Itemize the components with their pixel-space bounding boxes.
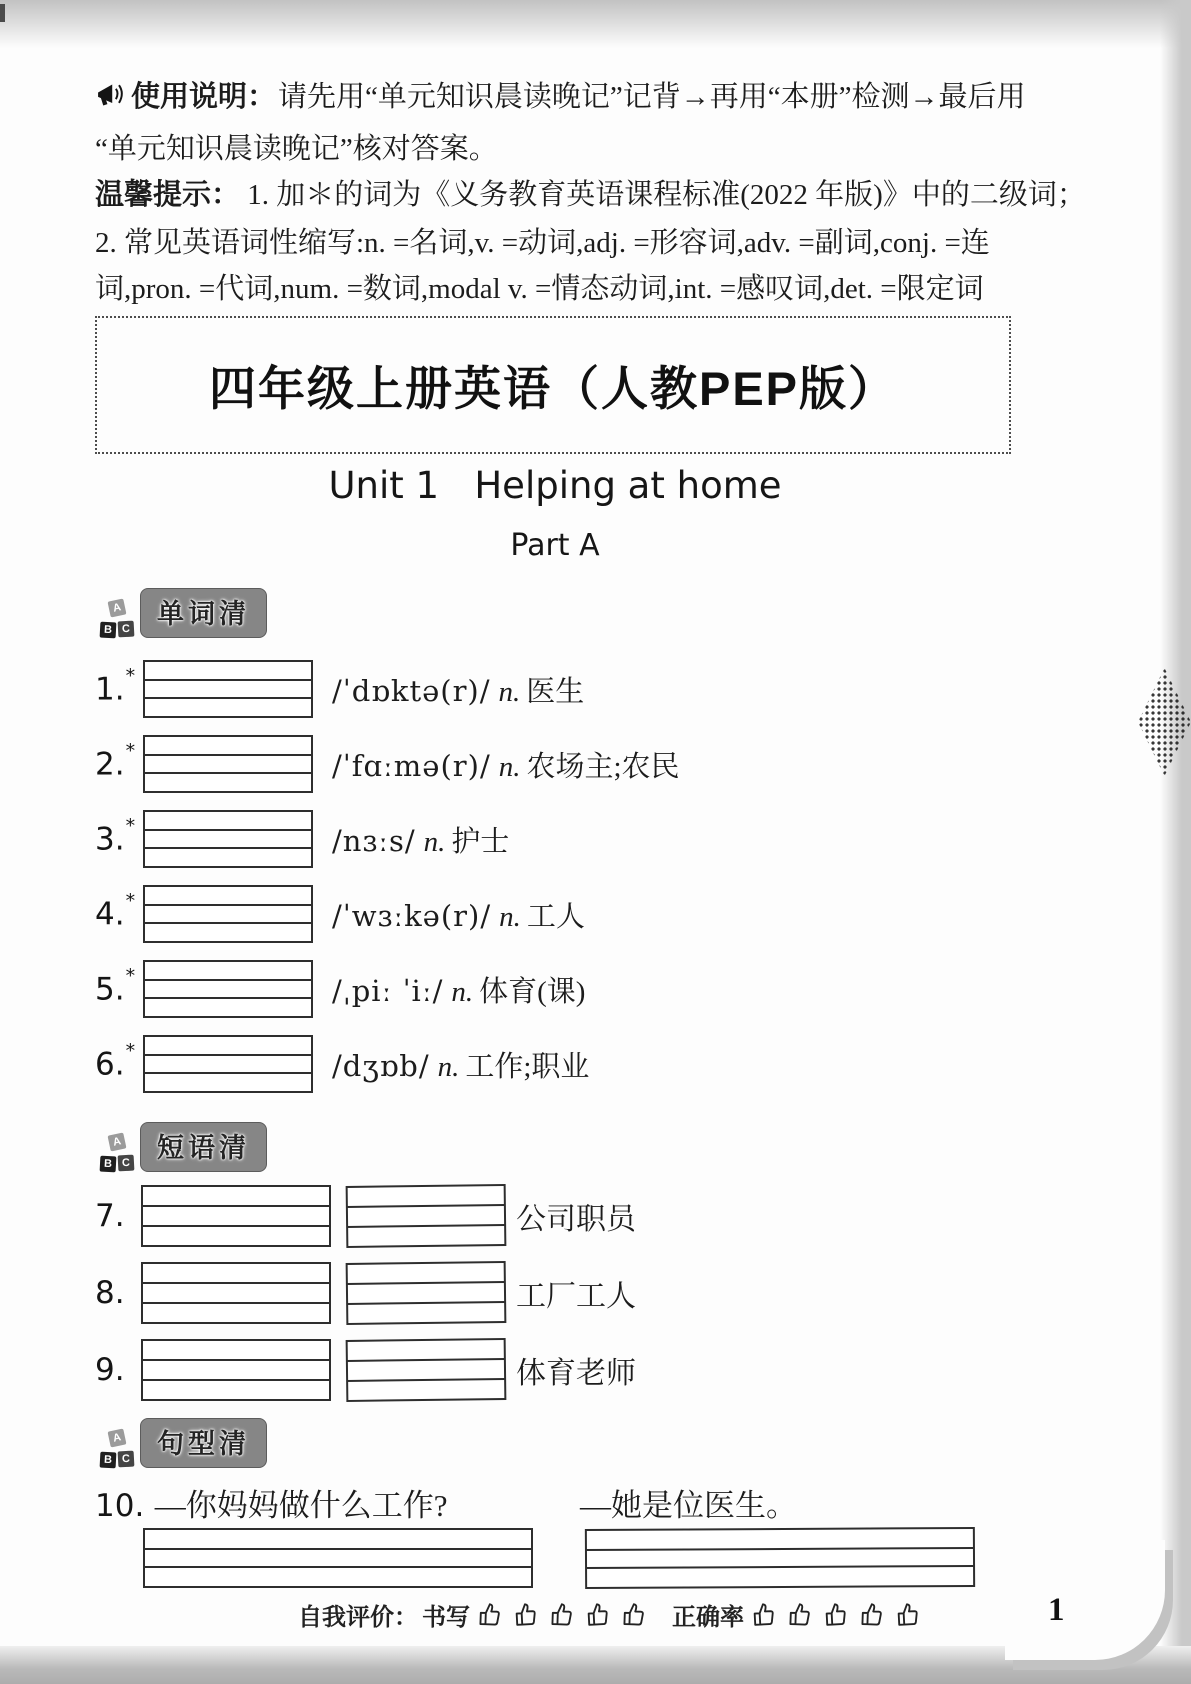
- word-definition: [332, 744, 680, 785]
- usage-instructions-line2: “单元知识晨读晚记”核对答案。: [95, 133, 498, 165]
- accuracy-label: 正确率: [672, 1604, 744, 1631]
- block-a: A: [108, 599, 127, 618]
- word-definition: [332, 894, 585, 935]
- usage-label: 使用说明：: [131, 81, 277, 113]
- phonetic: /ˈdɒktə(r)/: [332, 673, 491, 708]
- phrase-item-7: [95, 1185, 636, 1247]
- phonetic: /ˈwɜːkə(r)/: [332, 898, 492, 933]
- writing-box: [143, 1035, 313, 1093]
- part-of-speech: n.: [451, 975, 474, 1008]
- thumb-up-icon: [856, 1599, 887, 1630]
- unit-title: Unit 1 Helping at home: [328, 464, 782, 507]
- phonetic: /ˈfɑːmə(r)/: [332, 748, 491, 783]
- section-badge-label-sentences: 句型清: [140, 1418, 267, 1468]
- word-definition: [332, 819, 509, 860]
- eval-label: 自我评价：: [298, 1604, 418, 1631]
- item-number: 9.: [95, 1352, 125, 1388]
- item-number: 8.: [95, 1275, 125, 1311]
- phrase-meaning: 公司职员: [516, 1203, 636, 1236]
- writing-box: [141, 1339, 331, 1401]
- block-a: A: [108, 1133, 127, 1152]
- writing-box: [143, 735, 313, 793]
- part-of-speech: n.: [498, 675, 521, 708]
- writing-box: [143, 960, 313, 1018]
- block-c: C: [118, 1451, 135, 1468]
- star-mark: *: [125, 664, 136, 687]
- thumb-up-icon: [748, 1599, 780, 1631]
- section-badge-label-words: 单词清: [140, 588, 267, 638]
- word-definition: [332, 1044, 589, 1085]
- item-number: 5.*: [95, 964, 136, 1008]
- thumb-up-icon: [474, 1599, 505, 1630]
- thumb-up-icon: [784, 1599, 815, 1630]
- section-badge-label-phrases: 短语清: [140, 1122, 267, 1172]
- block-b: B: [100, 622, 117, 639]
- thumb-up-icon: [892, 1599, 924, 1631]
- abc-blocks-icon: [100, 1134, 137, 1172]
- part-label: Part A: [510, 528, 600, 563]
- word-item-4: [95, 885, 585, 943]
- megaphone-icon: [95, 81, 127, 109]
- star-mark: *: [125, 1039, 136, 1062]
- thumb-up-icon: [618, 1599, 649, 1630]
- section-badge-sentences: [100, 1418, 267, 1468]
- part-of-speech: n.: [499, 900, 521, 933]
- star-mark: *: [125, 964, 136, 987]
- word-definition: [332, 669, 584, 710]
- meaning: 工人: [526, 900, 585, 933]
- section-badge-phrases: [100, 1122, 267, 1172]
- item-number: 10.: [95, 1488, 145, 1524]
- thumb-up-icon: [510, 1599, 542, 1631]
- sentence-question: —你妈妈做什么工作?: [154, 1488, 448, 1523]
- writing-box: [143, 810, 313, 868]
- sentence-item-10: [95, 1480, 1035, 1525]
- writing-box: [143, 885, 313, 943]
- star-mark: *: [125, 889, 136, 912]
- block-b: B: [100, 1156, 117, 1173]
- meaning: 工作;职业: [465, 1050, 590, 1083]
- part-of-speech: n.: [498, 750, 521, 783]
- block-c: C: [118, 621, 135, 638]
- page-number: 1: [1048, 1592, 1065, 1628]
- star-mark: *: [125, 739, 136, 762]
- usage-text: 请先用“单元知识晨读晚记”记背→再用“本册”检测→最后用: [278, 81, 1026, 113]
- meaning: 农场主;农民: [526, 750, 680, 783]
- item-number: 7.: [95, 1198, 125, 1234]
- section-badge-words: [100, 588, 267, 638]
- item-number: 2.*: [95, 739, 136, 783]
- usage-instructions-line1: [95, 74, 1035, 115]
- word-item-1: [95, 660, 584, 718]
- phrase-meaning: 体育老师: [516, 1357, 636, 1390]
- writing-box: [141, 1185, 331, 1247]
- writing-box: [346, 1261, 507, 1325]
- meaning: 体育(课): [479, 975, 586, 1008]
- writing-box: [141, 1262, 331, 1324]
- writing-box: [143, 1528, 533, 1588]
- writing-box: [143, 660, 313, 718]
- sentence-answer: —她是位医生。: [580, 1488, 797, 1523]
- item-number: 1.*: [95, 664, 136, 708]
- abc-blocks-icon: [100, 1430, 137, 1468]
- meaning: 护士: [451, 825, 510, 858]
- block-c: C: [118, 1155, 135, 1172]
- word-item-6: [95, 1035, 589, 1093]
- item-number: 4.*: [95, 889, 136, 933]
- tips-label: 温馨提示：: [95, 179, 241, 211]
- writing-box: [346, 1184, 507, 1248]
- thumb-up-icon: [546, 1599, 577, 1630]
- thumb-up-icon: [582, 1599, 614, 1631]
- block-b: B: [100, 1452, 117, 1469]
- phonetic: /nɜːs/: [332, 823, 416, 858]
- phonetic: /ˌpiː ˈiː/: [332, 973, 444, 1008]
- tips-line2: 2. 常见英语词性缩写:n. =名词,v. =动词,adj. =形容词,adv. =副词,conj. =连: [95, 227, 990, 259]
- tips-line3: 词,pron. =代词,num. =数词,modal v. =情态动词,int. =感叹词,det. =限定词: [95, 273, 984, 305]
- word-item-2: [95, 735, 680, 793]
- meaning: 医生: [526, 675, 585, 708]
- phrase-item-9: [95, 1339, 636, 1401]
- abc-blocks-icon: [100, 600, 137, 638]
- book-title: 四年级上册英语（人教PEP版）: [208, 361, 898, 415]
- star-mark: *: [125, 814, 136, 837]
- self-evaluation-bar: [298, 1597, 924, 1632]
- block-a: A: [108, 1429, 127, 1448]
- part-of-speech: n.: [437, 1050, 460, 1083]
- writing-label: 书写: [422, 1604, 470, 1631]
- phonetic: /dʒɒb/: [332, 1048, 430, 1083]
- word-item-3: [95, 810, 509, 868]
- book-title-box: [95, 316, 1011, 454]
- tips-text1: 1. 加＊的词为《义务教育英语课程标准(2022 年版)》中的二级词；: [247, 179, 1086, 211]
- item-number: 6.*: [95, 1039, 136, 1083]
- thumb-up-icon: [820, 1599, 852, 1631]
- word-item-5: [95, 960, 585, 1018]
- phrase-meaning: 工厂工人: [516, 1280, 636, 1313]
- part-of-speech: n.: [423, 825, 446, 858]
- writing-box: [346, 1338, 507, 1402]
- phrase-item-8: [95, 1262, 636, 1324]
- tips-line1: [95, 172, 1086, 213]
- writing-box: [585, 1527, 975, 1589]
- word-definition: [332, 969, 585, 1010]
- item-number: 3.*: [95, 814, 136, 858]
